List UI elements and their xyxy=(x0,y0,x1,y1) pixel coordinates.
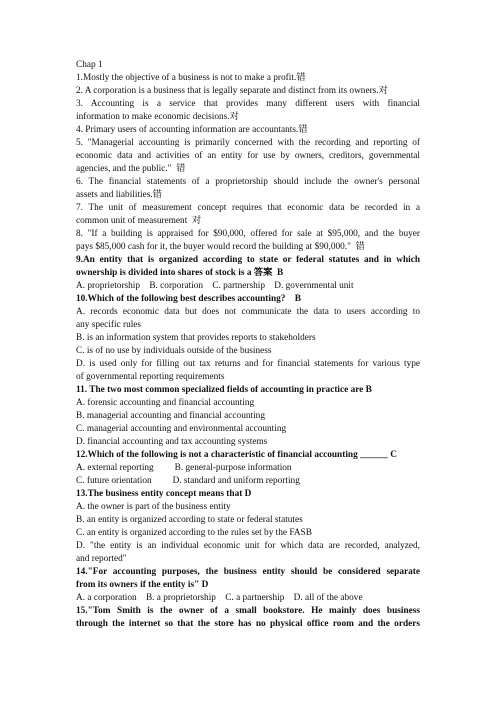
text-line: of governmental reporting requirements xyxy=(76,372,225,382)
text-line: B. managerial accounting and financial accounting xyxy=(76,411,265,421)
text-line: A. a corporation B. a proprietorship C. a partnership D. all of the above xyxy=(76,593,363,603)
text-line: 12.Which of the following is not a characteristic of financial accounting ______ C xyxy=(76,450,397,460)
text-line: 1.Mostly the objective of a business is not to make a profit.错 xyxy=(76,73,306,83)
text-line: 13.The business entity concept means that D xyxy=(76,489,252,499)
text-line: 8. "If a building is appraised for $90,000, offered for sale at $95,000, and the buyer xyxy=(76,229,420,239)
text-line: 14."For accounting purposes, the business entity should be considered separate xyxy=(76,567,420,577)
text-line: C. an entity is organized according to the rules set by the FASB xyxy=(76,528,312,538)
text-line: D. financial accounting and tax accounting systems xyxy=(76,437,268,447)
text-line: B. is an information system that provides reports to stakeholders xyxy=(76,333,316,343)
text-line: A. external reporting B. general-purpose information xyxy=(76,463,292,473)
text-line: C. future orientation D. standard and uniform reporting xyxy=(76,476,300,486)
text-line: A. forensic accounting and financial accounting xyxy=(76,398,255,408)
text-line: 4. Primary users of accounting information are accountants.错 xyxy=(76,125,308,135)
text-line: 9.An entity that is organized according to state or federal statutes and in which xyxy=(76,255,420,265)
text-line: 6. The financial statements of a proprietorship should include the owner's personal xyxy=(76,177,420,187)
text-line: C. managerial accounting and environmental accounting xyxy=(76,424,287,434)
text-line: 7. The unit of measurement concept requires that economic data be recorded in a xyxy=(76,203,420,213)
text-line: B. an entity is organized according to state or federal statutes xyxy=(76,515,303,525)
text-line: assets and liabilities.错 xyxy=(76,190,162,200)
chapter-heading: Chap 1 xyxy=(76,60,103,70)
text-line: agencies, and the public." 错 xyxy=(76,164,186,174)
text-line: 5. "Managerial accounting is primarily concerned with the recording and reporting of xyxy=(76,138,420,148)
text-line: information to make economic decisions.对 xyxy=(76,112,239,122)
text-line: common unit of measurement 对 xyxy=(76,216,202,226)
text-line: A. records economic data but does not communicate the data to users according to xyxy=(76,307,420,317)
text-line: from its owners if the entity is" D xyxy=(76,580,209,590)
text-line: A. proprietorship B. corporation C. partnership D. governmental unit xyxy=(76,281,354,291)
text-line: pays $85,000 cash for it, the buyer would record the building at $90,000." 错 xyxy=(76,242,365,252)
text-line: A. the owner is part of the business entity xyxy=(76,502,231,512)
text-line: any specific rules xyxy=(76,320,142,330)
document-body xyxy=(76,72,420,631)
text-line: ownership is divided into shares of stock is a 答案 B xyxy=(76,268,284,278)
text-line: 10.Which of the following best describes accounting? B xyxy=(76,294,301,304)
text-line: C. is of no use by individuals outside of the business xyxy=(76,346,272,356)
text-line: 15."Tom Smith is the owner of a small bookstore. He mainly does business xyxy=(76,606,420,616)
text-line: 3. Accounting is a service that provides many different users with financial xyxy=(76,99,420,109)
text-line: through the internet so that the store has no physical office room and the orders xyxy=(76,619,420,629)
text-line: 11. The two most common specialized fields of accounting in practice are B xyxy=(76,385,372,395)
text-line: D. "the entity is an individual economic unit for which data are recorded, analyzed, xyxy=(76,541,420,551)
text-line: and reported" xyxy=(76,554,127,564)
text-line: D. is used only for filling out tax returns and for financial statements for various type xyxy=(76,359,420,369)
text-line: economic data and activities of an entity for use by owners, creditors, governmental xyxy=(76,151,420,161)
text-line: 2. A corporation is a business that is legally separate and distinct from its owners.对 xyxy=(76,86,388,96)
